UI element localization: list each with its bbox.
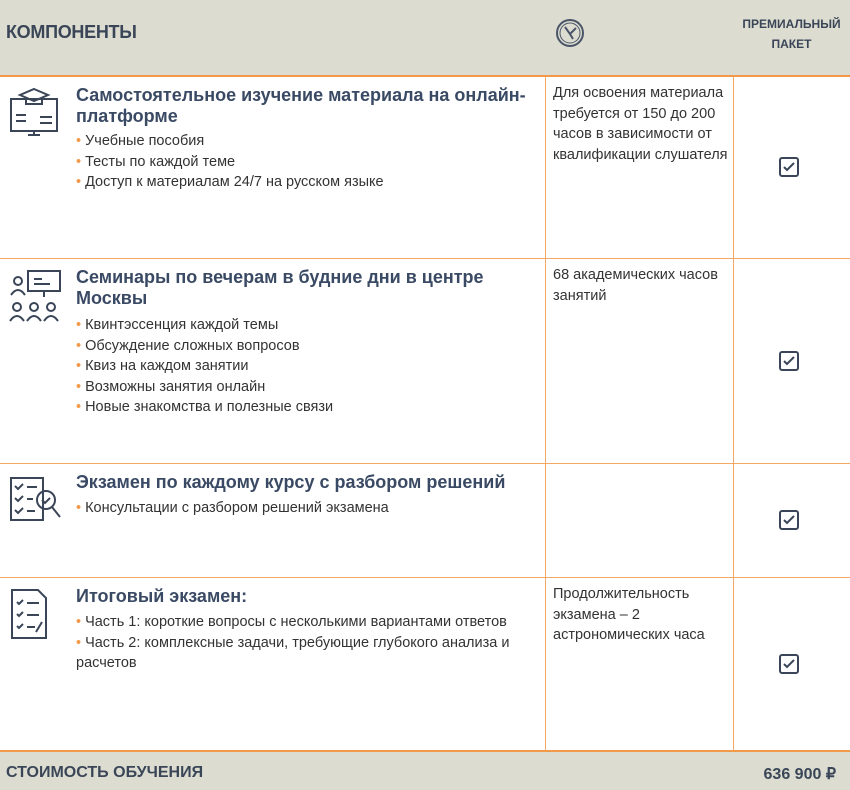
checkbox-checked-icon (779, 654, 799, 674)
components-heading: КОМПОНЕНТЫ (6, 22, 137, 42)
price-footer (0, 750, 850, 790)
list-item: • Квинтэссенция каждой темы (76, 315, 536, 336)
checkbox-checked-icon (779, 510, 799, 530)
table-row (0, 77, 850, 259)
table-header (0, 0, 850, 77)
table-row (0, 578, 850, 750)
final-exam-icon (8, 586, 52, 642)
feature-list (76, 131, 536, 193)
online-learning-icon (8, 85, 60, 141)
clock-icon (555, 18, 585, 48)
list-item: • Тесты по каждой теме (76, 152, 536, 173)
list-item: • Возможны занятия онлайн (76, 377, 536, 398)
feature-list (76, 612, 536, 674)
table-row (0, 464, 850, 578)
checkbox-checked-icon (779, 351, 799, 371)
feature-list (76, 498, 536, 519)
package-heading: ПРЕМИАЛЬНЫЙ ПАКЕТ (742, 17, 841, 51)
row-note: Для освоения материала требуется от 150 до 200 часов в зависимости от квалификации слушателя (553, 85, 728, 163)
table-row (0, 259, 850, 464)
list-item: • Квиз на каждом занятии (76, 356, 536, 377)
feature-list (76, 315, 536, 418)
seminar-icon (8, 267, 64, 327)
row-title: Итоговый экзамен: (76, 586, 248, 606)
list-item: • Часть 1: короткие вопросы с несколькими вариантами ответов (76, 612, 536, 633)
list-item: • Новые знакомства и полезные связи (76, 397, 536, 418)
list-item: • Часть 2: комплексные задачи, требующие глубокого анализа и расчетов (76, 633, 536, 674)
list-item: • Консультации с разбором решений экзамена (76, 498, 536, 519)
list-item: • Учебные пособия (76, 131, 536, 152)
row-title: Экзамен по каждому курсу с разбором решений (76, 472, 506, 492)
exam-review-icon (8, 472, 64, 528)
row-note: 68 академических часов занятий (553, 267, 718, 304)
price-value: 636 900 ₽ (763, 766, 836, 783)
row-title: Самостоятельное изучение материала на онлайн-платформе (76, 85, 526, 126)
checkbox-checked-icon (779, 157, 799, 177)
list-item: • Обсуждение сложных вопросов (76, 336, 536, 357)
row-note: Продолжительность экзамена – 2 астрономических часа (553, 586, 705, 643)
list-item: • Доступ к материалам 24/7 на русском языке (76, 172, 536, 193)
row-title: Семинары по вечерам в будние дни в центре Москвы (76, 267, 484, 308)
price-label: СТОИМОСТЬ ОБУЧЕНИЯ (6, 764, 204, 781)
